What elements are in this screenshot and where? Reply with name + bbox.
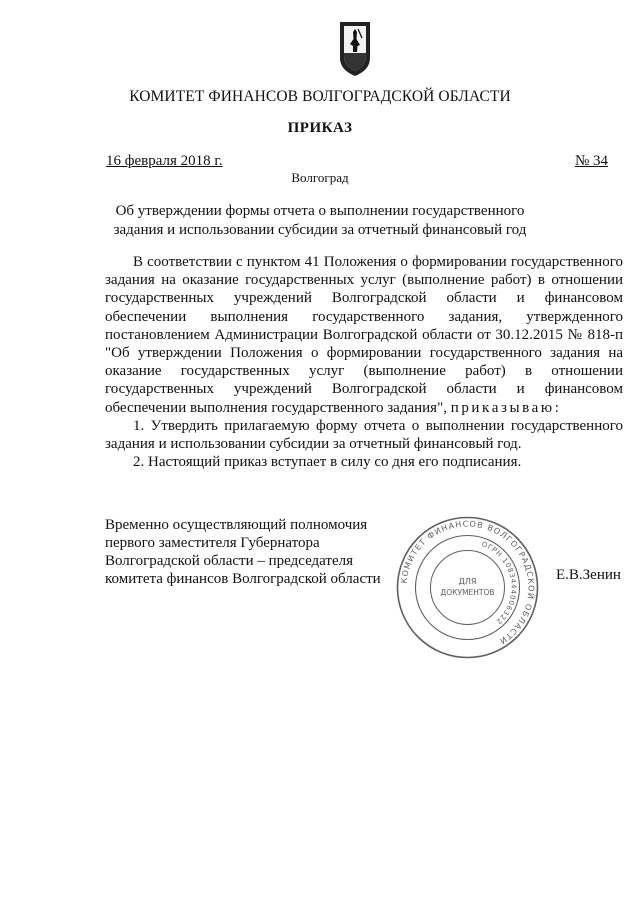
document-type: ПРИКАЗ — [287, 120, 353, 136]
official-stamp — [395, 515, 540, 660]
position-line: комитета финансов Волгоградской области — [105, 571, 381, 587]
stamp-inner-text: ОГРН 1083444006322 — [480, 539, 518, 626]
position-line: Волгоградской области – председателя — [105, 553, 354, 569]
signer-name: Е.В.Зенин — [556, 567, 621, 583]
signatory-position — [105, 516, 395, 588]
position-line: первого заместителя Губернатора — [105, 535, 320, 551]
coat-of-arms-emblem — [338, 20, 372, 78]
document-subject: Об утверждении формы отчета о выполнении государственного задания и использовании субсидии за отчетный финансовый год — [113, 203, 527, 238]
order-item-1: 1. Утвердить прилагаемую форму отчета о выполнении государственного задания и использовании субсидии за отчетный финансовый год. — [105, 417, 623, 453]
document-number: № 34 — [574, 153, 608, 169]
stamp-outer-text: КОМИТЕТ ФИНАНСОВ ВОЛГОГРАДСКОЙ ОБЛАСТИ — [399, 519, 536, 647]
document-city: Волгоград — [291, 170, 349, 185]
document-date: 16 февраля 2018 г. — [106, 153, 223, 169]
order-word: приказываю: — [450, 399, 562, 416]
order-item-2: 2. Настоящий приказ вступает в силу со дня его подписания. — [133, 454, 522, 471]
position-line: Временно осуществляющий полномочия — [105, 517, 368, 533]
stamp-center-line2: ДОКУМЕНТОВ — [440, 588, 495, 597]
stamp-center-line1: ДЛЯ — [458, 577, 477, 586]
document-body — [105, 253, 623, 471]
svg-text:ОГРН 1083444006322 — [480, 540, 517, 626]
organization-name: КОМИТЕТ ФИНАНСОВ ВОЛГОГРАДСКОЙ ОБЛАСТИ — [129, 88, 511, 105]
preamble-paragraph — [105, 253, 623, 417]
preamble-text: В соответствии с пунктом 41 Положения о формировании государственного задания на оказание государственных услуг (выполнение работ) в отношении государственных учреждений Волгоградской области и финансовом обеспечении выполнения государственного задания, утвержденного постановлением Администрации Волгоградской области от 30.12.2015 № 818-п "Об утверждении Положения о формировании государственного задания на оказание государственных услуг (выполнение работ) в отношении государственных учреждений Волгоградской области и финансовом обеспечении выполнения государственного задания", — [105, 254, 623, 416]
